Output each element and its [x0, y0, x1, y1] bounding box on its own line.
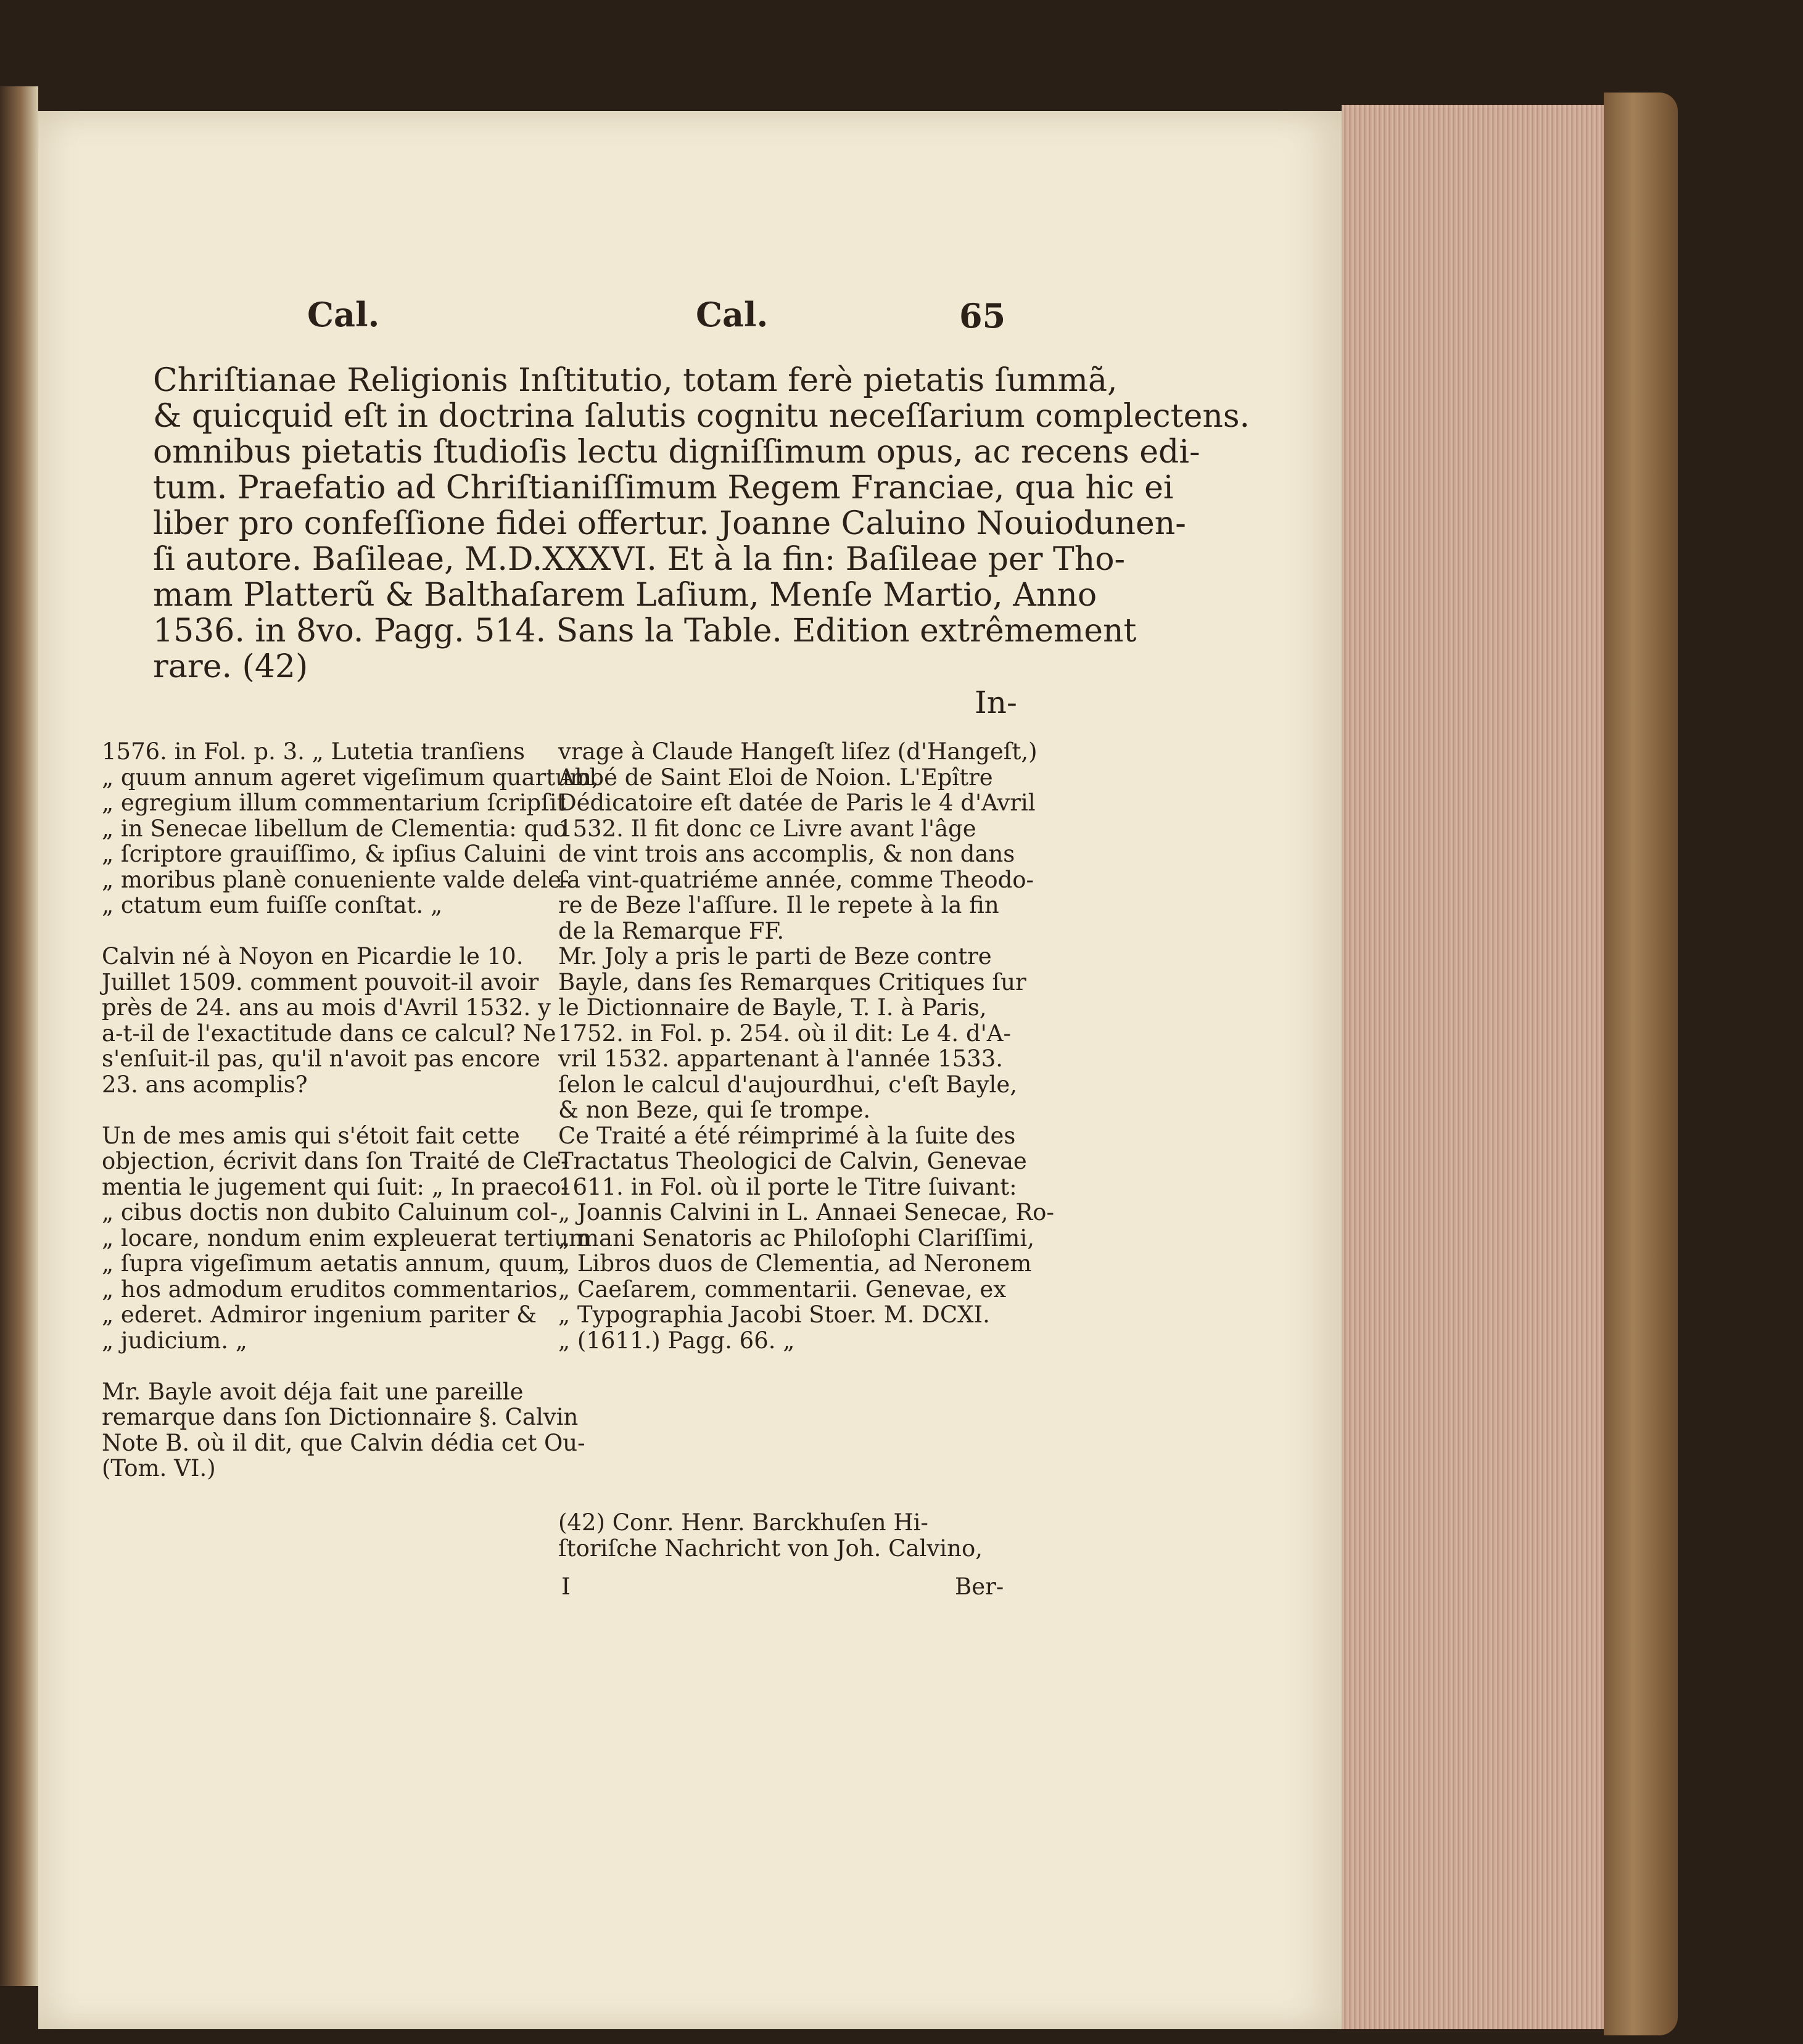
running-head-left: Cal. — [307, 295, 380, 334]
right-line: re de Beze l'aſſure. Il le repete à la fin — [558, 892, 999, 918]
bottom-catchword: Ber- — [955, 1573, 1004, 1600]
right-line: „ Libros duos de Clementia, ad Neronem — [558, 1250, 1032, 1277]
right-line: 1752. in Fol. p. 254. où il dit: Le 4. d'A- — [558, 1020, 1012, 1047]
left-line — [102, 1097, 599, 1123]
right-line: 1611. in Fol. où il porte le Titre ſuivant: — [558, 1173, 1017, 1200]
right-column — [558, 739, 1054, 1353]
left-line: Un de mes amis qui s'étoit fait cette — [102, 1122, 520, 1149]
footnote-line: ſtoriſche Nachricht von Joh. Calvino, — [558, 1535, 983, 1562]
main-line: mam Platterũ & Balthaſarem Laſium, Menſe Martio, Anno — [153, 577, 1097, 614]
left-line: „ ctatum eum fuiſſe conſtat. „ — [102, 892, 443, 918]
main-line: tum. Praefatio ad Chriſtianiſſimum Regem Franciae, qua hic ei — [153, 469, 1174, 506]
left-line — [102, 1353, 599, 1379]
right-line: & non Beze, qui ſe trompe. — [558, 1097, 871, 1123]
left-line: „ egregium illum commentarium ſcripſit — [102, 789, 566, 816]
right-line: „ Typographia Jacobi Stoer. M. DCXI. — [558, 1301, 990, 1328]
left-line: „ ſcriptore grauiſſimo, & ipſius Caluini — [102, 841, 547, 867]
left-line — [102, 918, 599, 944]
left-column — [102, 739, 599, 1481]
main-entry — [153, 363, 1250, 685]
left-line: „ moribus planè conueniente valde dele- — [102, 866, 569, 893]
left-line: près de 24. ans au mois d'Avril 1532. y — [102, 994, 551, 1021]
main-line: omnibus pietatis ſtudioſis lectu digniſſimum opus, ac recens edi- — [153, 434, 1200, 471]
left-line: 23. ans acomplis? — [102, 1071, 308, 1098]
left-line: „ quum annum ageret vigeſimum quartum, — [102, 764, 599, 791]
right-line: ſelon le calcul d'aujourdhui, c'eſt Bayle, — [558, 1071, 1018, 1098]
left-line: objection, écrivit dans ſon Traité de Cle- — [102, 1148, 569, 1174]
footnote-line: (42) Conr. Henr. Barckhuſen Hi- — [558, 1509, 928, 1536]
right-line: ſa vint-quatriéme année, comme Theodo- — [558, 866, 1034, 893]
left-line: mentia le jugement qui ſuit: „ In praeco- — [102, 1173, 569, 1200]
main-line: & quicquid eſt in doctrina ſalutis cognitu neceſſarium complectens. — [153, 398, 1250, 435]
left-line: Mr. Bayle avoit déja fait une pareille — [102, 1378, 524, 1405]
right-line: Dédicatoire eſt datée de Paris le 4 d'Avril — [558, 789, 1036, 816]
left-line: remarque dans ſon Dictionnaire §. Calvin — [102, 1404, 579, 1430]
left-line: „ judicium. „ — [102, 1327, 247, 1354]
right-line: „ Joannis Calvini in L. Annaei Senecae, Ro- — [558, 1199, 1054, 1226]
right-line: Ce Traité a été réimprimé à la ſuite des — [558, 1122, 1016, 1149]
footnote — [558, 1510, 983, 1561]
left-line: „ ſupra vigeſimum aetatis annum, quum — [102, 1250, 565, 1277]
left-line: „ locare, nondum enim expleuerat tertium — [102, 1224, 590, 1251]
right-line: vril 1532. appartenant à l'année 1533. — [558, 1045, 1004, 1072]
right-line: Abbé de Saint Eloi de Noion. L'Epître — [558, 764, 993, 791]
left-line: „ ederet. Admiror ingenium pariter & — [102, 1301, 537, 1328]
right-line: „ Caeſarem, commentarii. Genevae, ex — [558, 1275, 1007, 1303]
left-line: (Tom. VI.) — [102, 1455, 216, 1481]
left-line: „ hos admodum eruditos commentarios — [102, 1275, 558, 1303]
left-line: Juillet 1509. comment pouvoit-il avoir — [102, 968, 539, 995]
main-line: liber pro confeſſione fidei offertur. Joanne Caluino Nouiodunen- — [153, 505, 1186, 542]
right-line: de la Remarque FF. — [558, 917, 785, 944]
left-line: Calvin né à Noyon en Picardie le 10. — [102, 943, 524, 970]
right-line: Bayle, dans ſes Remarques Critiques ſur — [558, 968, 1026, 995]
main-line: rare. (42) — [153, 648, 308, 685]
page-fore-edge — [1342, 105, 1613, 2029]
right-line: le Dictionnaire de Bayle, T. I. à Paris, — [558, 994, 987, 1021]
right-line: Tractatus Theologici de Calvin, Genevae — [558, 1148, 1027, 1174]
signature-mark: I — [561, 1573, 571, 1600]
running-head-center: Cal. — [696, 295, 769, 334]
left-line: „ in Senecae libellum de Clementia: quo — [102, 815, 567, 842]
right-line: 1532. Il fit donc ce Livre avant l'âge — [558, 815, 976, 842]
left-line: 1576. in Fol. p. 3. „ Lutetia tranſiens — [102, 738, 525, 765]
left-page-edge — [0, 86, 38, 1986]
main-line: 1536. in 8vo. Pagg. 514. Sans la Table. Edition extrêmement — [153, 612, 1137, 649]
right-line: vrage à Claude Hangeſt liſez (d'Hangeſt,) — [558, 738, 1038, 765]
left-line: Note B. où il dit, que Calvin dédia cet Ou- — [102, 1429, 585, 1456]
left-line: a-t-il de l'exactitude dans ce calcul? Ne — [102, 1020, 556, 1047]
main-line: Chriſtianae Religionis Inſtitutio, totam ferè pietatis ſummã, — [153, 362, 1118, 399]
right-line: de vint trois ans accomplis, & non dans — [558, 841, 1015, 867]
right-line: „ (1611.) Pagg. 66. „ — [558, 1327, 795, 1354]
book-cover-edge — [1604, 93, 1678, 2035]
catchword: In- — [975, 685, 1017, 720]
left-line: „ cibus doctis non dubito Caluinum col- — [102, 1199, 558, 1226]
left-line: s'enſuit-il pas, qu'il n'avoit pas encore — [102, 1045, 540, 1072]
main-line: ſi autore. Baſileae, M.D.XXXVI. Et à la fin: Baſileae per Tho- — [153, 541, 1126, 578]
page-number: 65 — [959, 296, 1006, 336]
right-line: „ mani Senatoris ac Philoſophi Clariſſimi, — [558, 1224, 1034, 1251]
right-line: Mr. Joly a pris le parti de Beze contre — [558, 943, 992, 970]
